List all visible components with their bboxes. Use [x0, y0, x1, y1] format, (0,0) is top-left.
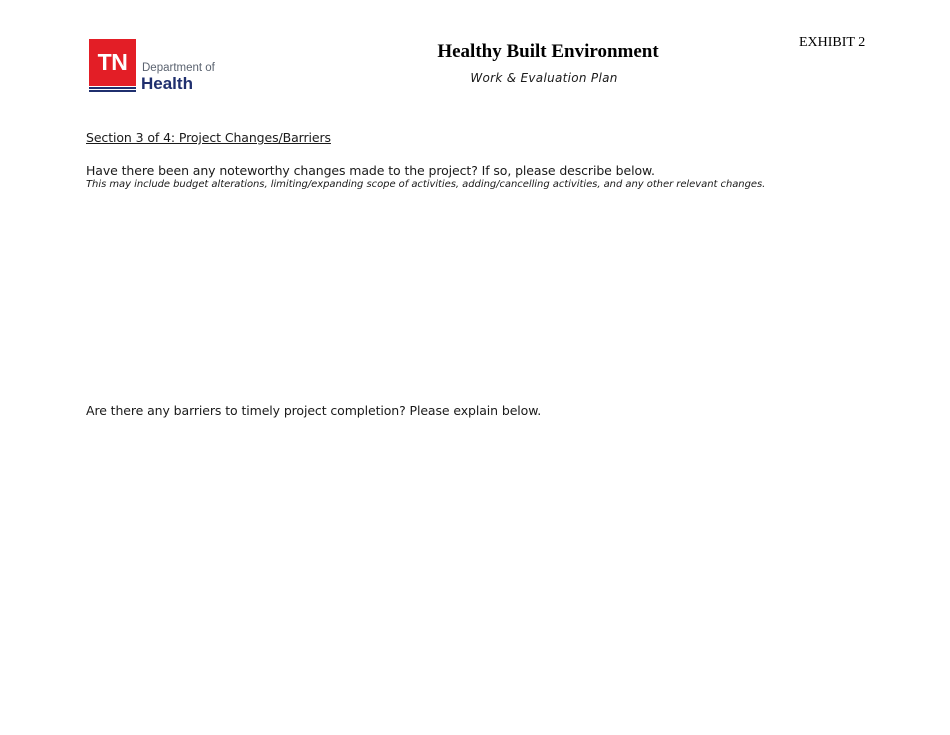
- document-subtitle: Work & Evaluation Plan: [470, 71, 618, 85]
- exhibit-label: EXHIBIT 2: [799, 35, 866, 50]
- logo-rule-bottom: [89, 90, 136, 92]
- question-changes-note: This may include budget alterations, limiting/expanding scope of activities, adding/cancelling activities, and any other relevant changes.: [86, 179, 766, 190]
- document-title: Healthy Built Environment: [437, 41, 659, 62]
- tn-department-of-health-logo: [89, 39, 221, 93]
- logo-health-text: Health: [141, 74, 193, 93]
- section-heading: Section 3 of 4: Project Changes/Barriers: [86, 130, 331, 145]
- tn-logo-mark: TN: [89, 39, 136, 86]
- logo-rule-top: [89, 87, 136, 89]
- question-changes: Have there been any noteworthy changes made to the project? If so, please describe below.: [86, 163, 655, 178]
- answer-changes-area[interactable]: [86, 198, 866, 394]
- logo-department-text: Department of: [142, 62, 215, 74]
- answer-barriers-area[interactable]: [86, 424, 866, 714]
- question-barriers: Are there any barriers to timely project completion? Please explain below.: [86, 403, 542, 418]
